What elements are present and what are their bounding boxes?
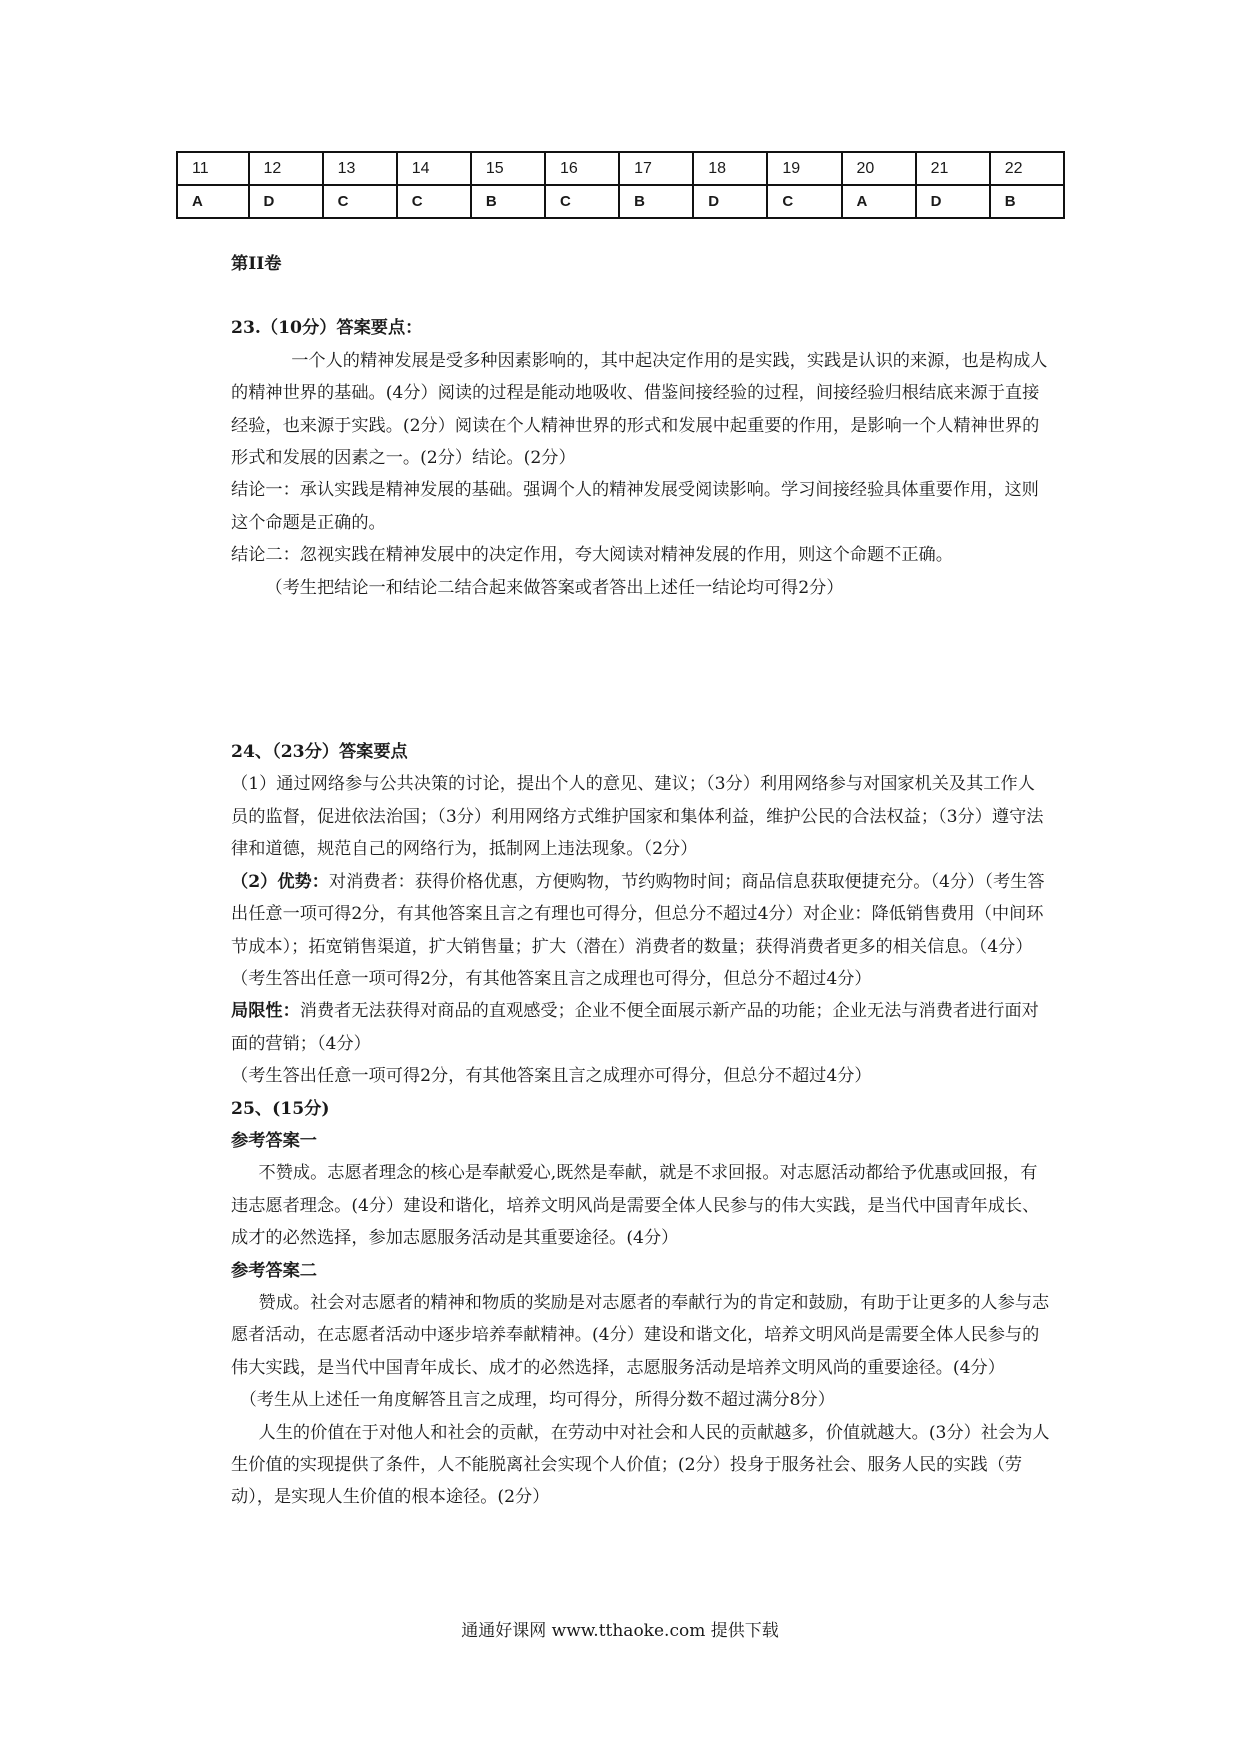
- answer-cell: C: [397, 185, 471, 218]
- q24-limitation-text: 消费者无法获得对商品的直观感受；企业不便全面展示新产品的功能；企业无法与消费者进行面对面的营销；（4分）: [231, 1001, 1039, 1054]
- q23-note: （考生把结论一和结论二结合起来做答案或者答出上述任一结论均可得2分）: [265, 577, 844, 598]
- q23-conclusion-1: 结论一：承认实践是精神发展的基础。强调个人的精神发展受阅读影响。学习间接经验具体重要作用，这则这个命题是正确的。: [231, 480, 1039, 533]
- q25-heading: 25、(15分): [231, 1098, 330, 1119]
- question-number-row: [177, 152, 1064, 185]
- question-number-cell: 21: [916, 152, 990, 185]
- question-number-cell: 19: [767, 152, 841, 185]
- question-number-cell: 18: [693, 152, 767, 185]
- answer-table: [176, 151, 1065, 219]
- footer-source: 通通好课网 www.tthaoke.com 提供下载: [461, 1621, 779, 1641]
- q24-advantage-text: 对消费者：获得价格优惠，方便购物，节约购物时间；商品信息获取便捷充分。（4分）（考生答出任意一项可得2分，有其他答案且言之有理也可得分，但总分不超过4分）对企业：降低销售费用（中间环节成本）；拓宽销售渠道，扩大销售量；扩大（潜在）消费者的数量；获得消费者更多的相关信息。（4分）: [231, 871, 1045, 957]
- q24-advantage-label: （2）优势：: [231, 871, 329, 892]
- answer-cell: D: [916, 185, 990, 218]
- question-number-cell: 15: [471, 152, 545, 185]
- q24-part-2: [231, 866, 1051, 963]
- answer-row: [177, 185, 1064, 218]
- answer-cell: D: [249, 185, 323, 218]
- q24-note-1: （考生答出任意一项可得2分，有其他答案且言之成理也可得分，但总分不超过4分）: [231, 968, 872, 989]
- question-number-cell: 11: [177, 152, 249, 185]
- q25-ref1-title: 参考答案一: [231, 1130, 317, 1151]
- answer-cell: B: [619, 185, 693, 218]
- q25-ref2-text: 赞成。社会对志愿者的精神和物质的奖励是对志愿者的奉献行为的肯定和鼓励，有助于让更多的人参与志愿者活动，在志愿者活动中逐步培养奉献精神。(4分）建设和谐文化，培养文明风尚是需要全体人民参与的伟大实践，是当代中国青年成长、成才的必然选择，志愿服务活动是培养文明风尚的重要途径。(4分）: [231, 1292, 1050, 1378]
- answer-cell: A: [177, 185, 249, 218]
- answer-cell: A: [842, 185, 916, 218]
- answer-cell: C: [545, 185, 619, 218]
- q25-ref2-title: 参考答案二: [231, 1260, 317, 1281]
- spacer: [231, 280, 1051, 312]
- q25-ref1-text: 不赞成。志愿者理念的核心是奉献爱心,既然是奉献，就是不求回报。对志愿活动都给予优惠或回报，有违志愿者理念。(4分）建设和谐化，培养文明风尚是需要全体人民参与的伟大实践，是当代中国青年成长、成才的必然选择，参加志愿服务活动是其重要途径。(4分）: [231, 1163, 1040, 1249]
- answer-cell: D: [693, 185, 767, 218]
- question-number-cell: 17: [619, 152, 693, 185]
- q24-limitation-label: 局限性：: [231, 1001, 300, 1022]
- question-number-cell: 13: [323, 152, 397, 185]
- spacer: [231, 604, 1051, 736]
- answer-cell: C: [767, 185, 841, 218]
- answer-cell: B: [990, 185, 1064, 218]
- q24-limitation: [231, 995, 1051, 1060]
- question-number-cell: 22: [990, 152, 1064, 185]
- q24-heading: 24、（23分）答案要点: [231, 742, 408, 763]
- q23-conclusion-2: 结论二：忽视实践在精神发展中的决定作用，夸大阅读对精神发展的作用，则这个命题不正确。: [231, 545, 953, 566]
- section-title: 第II卷: [231, 254, 282, 274]
- q25-final: 人生的价值在于对他人和社会的贡献，在劳动中对社会和人民的贡献越多，价值就越大。(3分）社会为人生价值的实现提供了条件，人不能脱离社会实现个人价值；(2分）投身于服务社会、服务人民的实践（劳动），是实现人生价值的根本途径。(2分）: [231, 1422, 1050, 1508]
- question-number-cell: 16: [545, 152, 619, 185]
- answer-cell: B: [471, 185, 545, 218]
- question-number-cell: 12: [249, 152, 323, 185]
- q23-heading: 23.（10分）答案要点：: [231, 318, 423, 339]
- q24-part-1: （1）通过网络参与公共决策的讨论，提出个人的意见、建议；（3分）利用网络参与对国家机关及其工作人员的监督，促进依法治国；（3分）利用网络方式维护国家和集体利益，维护公民的合法权益；（3分）遵守法律和道德，规范自己的网络行为，抵制网上违法现象。（2分）: [231, 774, 1044, 860]
- question-number-cell: 14: [397, 152, 471, 185]
- q25-note: （考生从上述任一角度解答且言之成理，均可得分，所得分数不超过满分8分）: [239, 1390, 835, 1411]
- question-number-cell: 20: [842, 152, 916, 185]
- q24-note-2: （考生答出任意一项可得2分，有其他答案且言之成理亦可得分，但总分不超过4分）: [231, 1066, 872, 1087]
- answer-cell: C: [323, 185, 397, 218]
- answer-content: [231, 248, 1051, 1514]
- q23-paragraph: 一个人的精神发展是受多种因素影响的，其中起决定作用的是实践，实践是认识的来源，也是构成人的精神世界的基础。(4分）阅读的过程是能动地吸收、借鉴间接经验的过程，间接经验归根结底来源于直接经验，也来源于实践。(2分）阅读在个人精神世界的形式和发展中起重要的作用，是影响一个人精神世界的形式和发展的因素之一。(2分）结论。(2分）: [231, 350, 1048, 469]
